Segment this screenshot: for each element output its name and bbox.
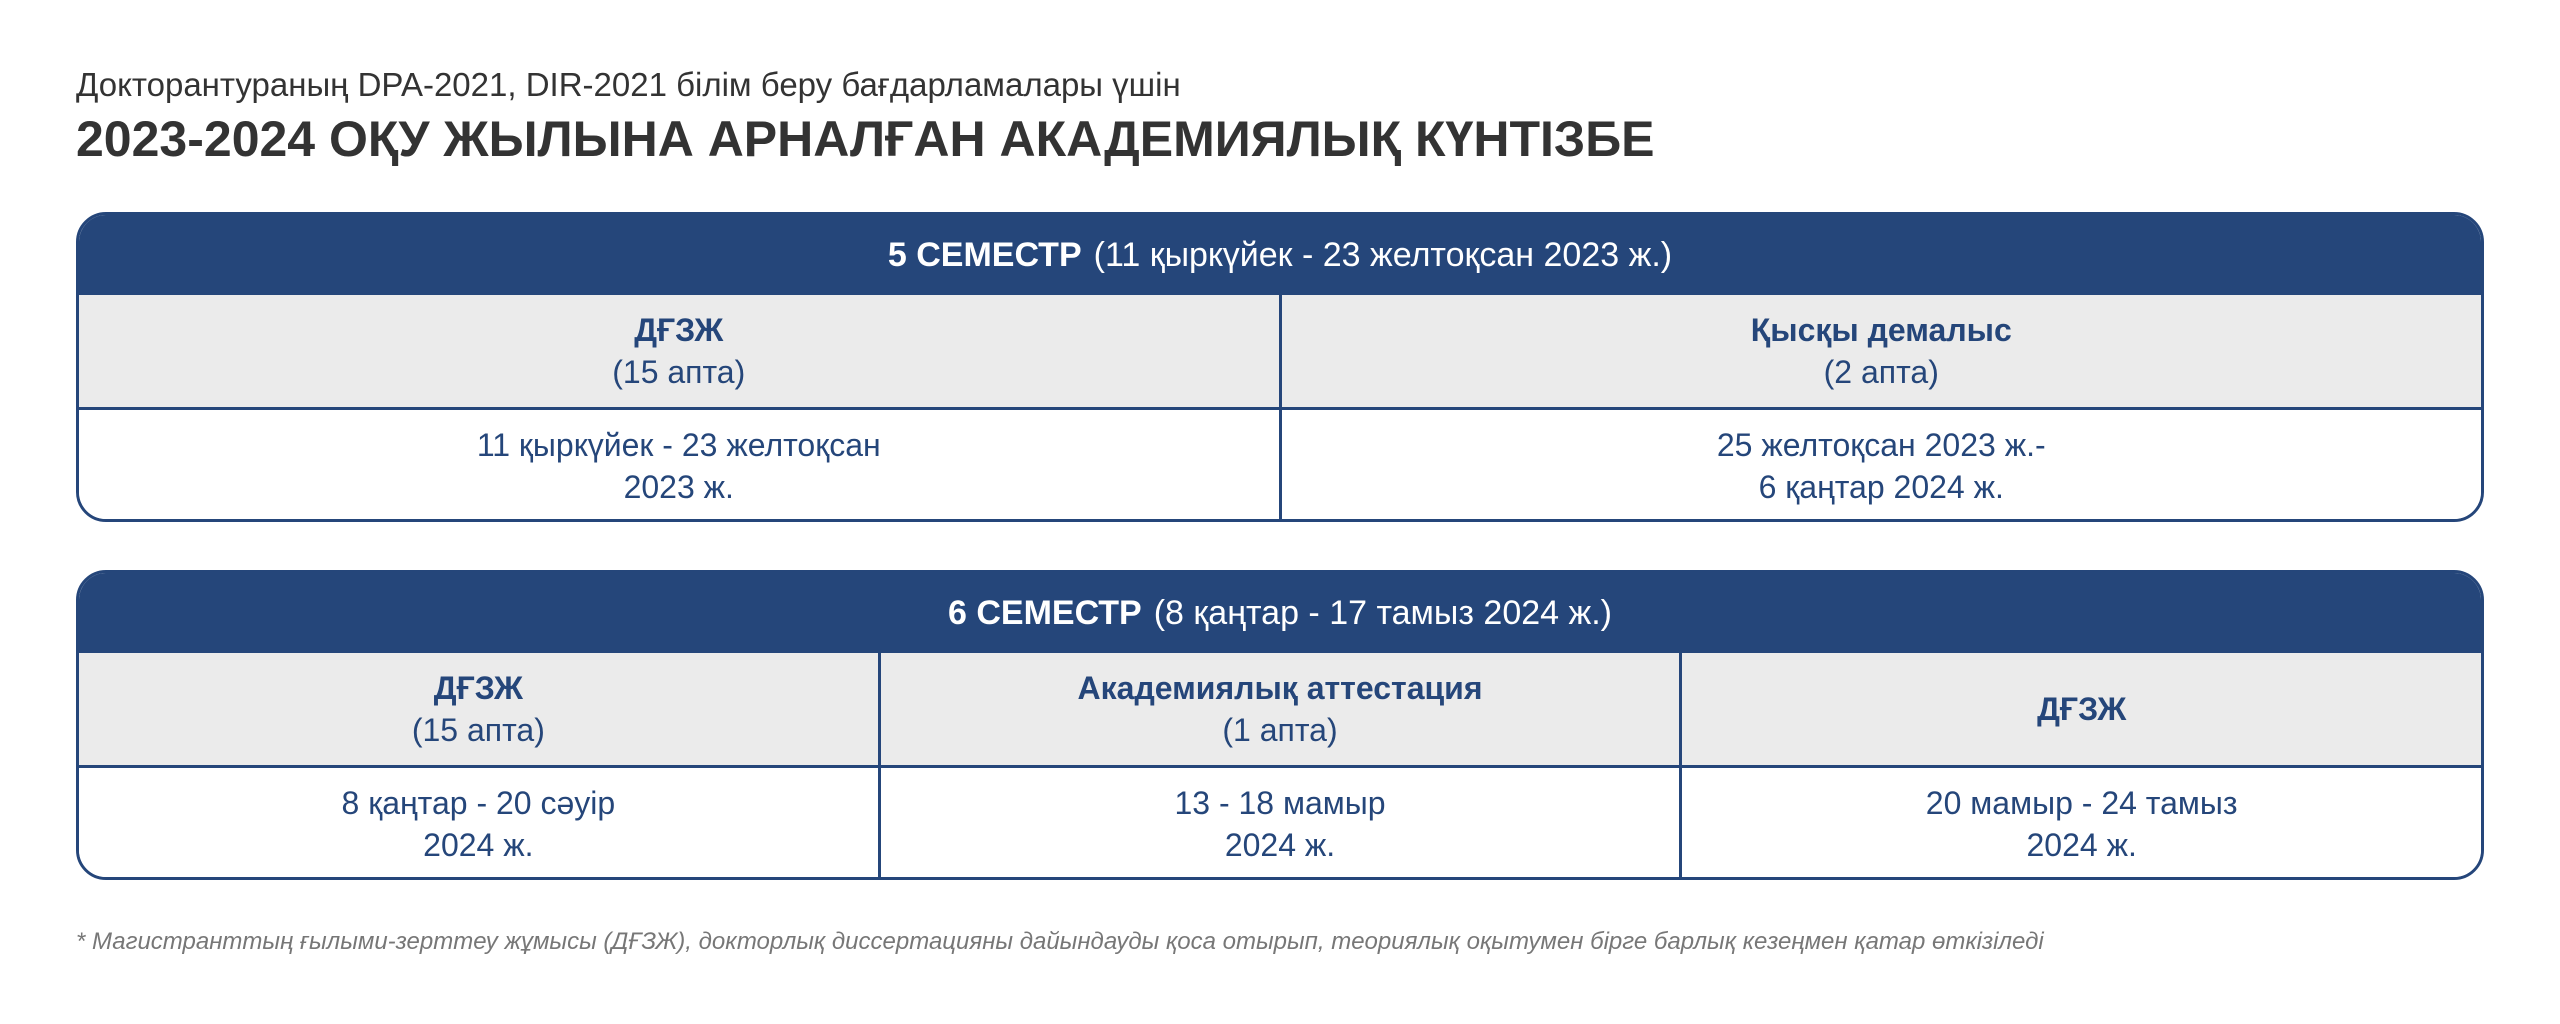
- activity-label: ДҒЗЖ: [2037, 691, 2127, 727]
- activity-label: Қысқы демалыс: [1750, 312, 2012, 348]
- dates-line: 2023 ж.: [623, 469, 734, 505]
- dates-line: 25 желтоқсан 2023 ж.-: [1716, 427, 2046, 463]
- semester-6-range: (8 қаңтар - 17 тамыз 2024 ж.): [1153, 593, 1613, 632]
- semester-6-dates-row: [79, 768, 2481, 880]
- semester-5-code: 5 СЕМЕСТР: [887, 235, 1082, 274]
- activity-duration: (15 апта): [612, 354, 746, 390]
- semester-5-dates-row: [79, 410, 2481, 522]
- semester-5-table: [76, 212, 2484, 522]
- dates-line: 2024 ж.: [1224, 827, 1336, 863]
- semester-5-dates-cell: [79, 410, 1279, 522]
- semester-5-range: (11 қыркүйек - 23 желтоқсан 2023 ж.): [1093, 235, 1673, 274]
- dates-line: 11 қыркүйек - 23 желтоқсан: [476, 427, 881, 463]
- dates-line: 2024 ж.: [2026, 827, 2137, 863]
- activity-label: Академиялық аттестация: [1077, 670, 1483, 706]
- semester-5-dates-cell: [1279, 410, 2482, 522]
- activity-duration: (15 апта): [411, 712, 545, 748]
- semester-5-activity-cell: [1279, 295, 2482, 407]
- activity-label: ДҒЗЖ: [634, 312, 724, 348]
- dates-line: 8 қаңтар - 20 сәуір: [341, 785, 616, 821]
- activity-label: ДҒЗЖ: [433, 670, 523, 706]
- semester-6-dates-cell: [878, 768, 1680, 880]
- semester-6-table: [76, 570, 2484, 880]
- semester-5-header: [79, 215, 2481, 295]
- semester-5-activity-row: [79, 295, 2481, 410]
- activity-duration: (1 апта): [1222, 712, 1338, 748]
- activity-duration: (2 апта): [1823, 354, 1939, 390]
- semester-5-activity-cell: [79, 295, 1279, 407]
- semester-6-activity-row: [79, 653, 2481, 768]
- semester-6-dates-cell: [79, 768, 878, 880]
- semester-6-header: [79, 573, 2481, 653]
- semester-6-code: 6 СЕМЕСТР: [947, 593, 1142, 632]
- document-subtitle: Докторантураның DPA-2021, DIR-2021 білім беру бағдарламалары үшін: [76, 66, 1181, 103]
- semester-6-activity-cell: [1679, 653, 2481, 765]
- dates-line: 2024 ж.: [423, 827, 534, 863]
- dates-line: 20 мамыр - 24 тамыз: [1925, 785, 2238, 821]
- semester-6-dates-cell: [1679, 768, 2481, 880]
- semester-6-activity-cell: [878, 653, 1680, 765]
- semester-6-activity-cell: [79, 653, 878, 765]
- footnote: * Магистранттың ғылыми-зерттеу жұмысы (ДҒЗЖ), докторлық диссертацияны дайындауды қоса отырып, теориялық оқытумен бірге барлық кезеңмен қатар өткізіледі: [76, 928, 2044, 955]
- dates-line: 6 қаңтар 2024 ж.: [1758, 469, 2004, 505]
- document-title: 2023-2024 ОҚУ ЖЫЛЫНА АРНАЛҒАН АКАДЕМИЯЛЫҚ КҮНТІЗБЕ: [76, 111, 1655, 167]
- dates-line: 13 - 18 мамыр: [1174, 785, 1386, 821]
